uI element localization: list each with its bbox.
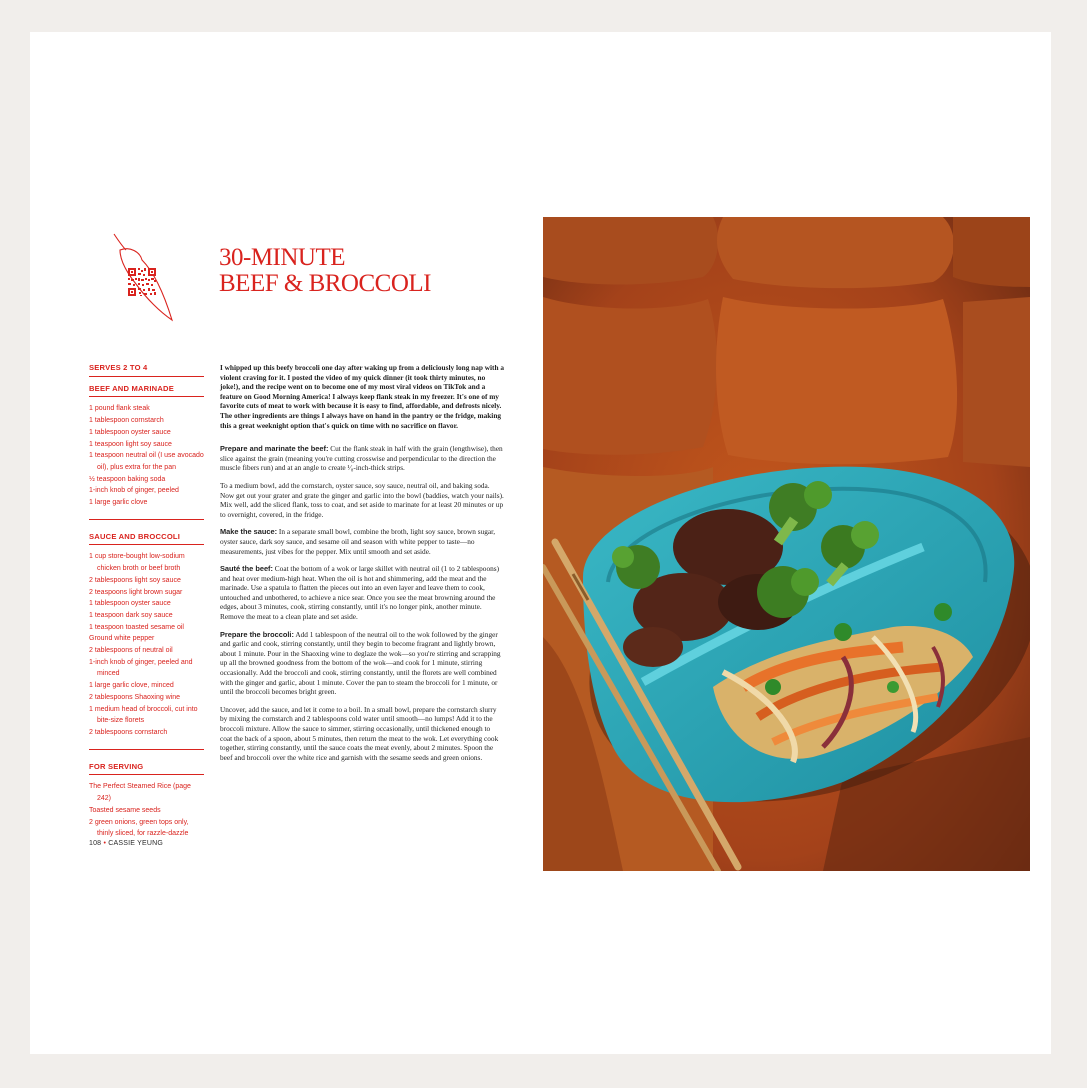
section-heading-for-serving: FOR SERVING <box>89 749 204 776</box>
ingredient-item: 1 teaspoon neutral oil (I use avocado oil), plus extra for the pan <box>89 452 204 471</box>
ingredient-item: 1 tablespoon oyster sauce <box>89 600 171 608</box>
step-text: Coat the bottom of a wok or large skillet with neutral oil (1 to 2 tablespoons) and heat over medium-high heat. When the oil is hot and shimmering, add the meat and the marinade. Use a spatula to flatten the pieces out into an even layer and leave them to cook, untouched and unbothered, to achieve a nice sear. Once you see the meat browning around the edges, about 3 minutes, cook, stirring constantly, until it's no longer pink, another minute. Remove the meat to a clean plate and set aside. <box>220 564 500 622</box>
ingredient-list-for-serving <box>89 781 204 840</box>
ingredient-item: 1 tablespoon cornstarch <box>89 417 164 425</box>
ingredient-item: 1 pound flank steak <box>89 405 150 413</box>
page-number: 108 <box>89 840 102 847</box>
serves-heading: SERVES 2 TO 4 <box>89 362 204 377</box>
section-heading-beef-marinade: BEEF AND MARINADE <box>89 383 204 398</box>
recipe-body <box>220 363 504 770</box>
step-text: Uncover, add the sauce, and let it come to a boil. In a small bowl, prepare the cornstarch slurry by mixing the cornstarch and 2 tablespoons cold water until smooth—no lumps! Add it to the broccoli mixture. Allow the sauce to simmer, stirring occasionally, until thickened enough to coat the back of a spoon, about 5 minutes, then return the meat to the wok. Let everything cook together, stirring constantly, until the sauce coats the meat evenly, about 2 minutes. Spoon the beef and broccoli over the white rice and garnish with the sesame seeds and green onions. <box>220 704 499 762</box>
chili-qr-logo[interactable] <box>106 232 176 324</box>
food-photo <box>543 217 1030 871</box>
recipe-title <box>219 245 431 297</box>
ingredient-item: 1 teaspoon toasted sesame oil <box>89 623 184 631</box>
ingredient-item: 2 green onions, green tops only, thinly sliced, for razzle-dazzle <box>89 818 189 838</box>
step-paragraph <box>220 630 504 697</box>
ingredient-item: 2 tablespoons of neutral oil <box>89 647 173 655</box>
ingredient-item: 1 large garlic clove <box>89 499 148 507</box>
ingredient-item: 1 cup store-bought low-sodium chicken broth or beef broth <box>89 553 185 573</box>
title-line-1: 30-MINUTE <box>219 244 346 271</box>
step-paragraph <box>220 527 504 556</box>
step-text: Add 1 tablespoon of the neutral oil to the wok followed by the ginger and garlic and cook, stirring constantly, until they begin to become fragrant and lightly brown, about 1 minute. Pour in the Shaoxing wine to deglaze the wok—so you're stirring and scrapping up all the browned goodness from the bottom of the wok—and cook for 1 minute, stirring occasionally. Add the broccoli and cook, stirring constantly, until the florets are well combined with the ginger and garlic, about 1 minute. Cover the pan to steam the broccoli for 1 minute, or until the broccoli becomes bright green. <box>220 629 501 697</box>
section-heading-sauce-broccoli: SAUCE AND BROCCOLI <box>89 519 204 546</box>
ingredient-item: 1-inch knob of ginger, peeled and minced <box>89 658 193 678</box>
step-lead: Prepare and marinate the beef: <box>220 444 329 454</box>
cookbook-spread <box>30 32 1051 1054</box>
ingredient-item: 1 tablespoon oyster sauce <box>89 428 171 436</box>
intro-paragraph: I whipped up this beefy broccoli one day after waking up from a deliciously long nap with a violent craving for it. I posted the video of my quick dinner (it took thirty minutes, no joke!), and the recipe went on to become one of my most viral videos on TikTok and a feature on Good Morning America! I always keep flank steak in my freezer. It's one of my favorite cuts of meat to work with because it is easy to find, affordable, and defrosts nicely. The other ingredients are things I always have on hand in the pantry or the fridge, making this a great weeknight option that's quick on time with no sacrifice on flavor. <box>220 363 505 430</box>
ingredient-item: 1-inch knob of ginger, peeled <box>89 487 179 495</box>
title-line-2: BEEF & BROCCOLI <box>219 270 431 297</box>
ingredient-item: Ground white pepper <box>89 635 155 643</box>
ingredient-item: 2 teaspoons light brown sugar <box>89 588 183 596</box>
ingredient-list-sauce-broccoli <box>89 551 204 738</box>
ingredient-item: Toasted sesame seeds <box>89 806 161 814</box>
step-text: To a medium bowl, add the cornstarch, oyster sauce, soy sauce, neutral oil, and baking soda. Now get out your grater and grate the ginger and garlic into the bowl (baddies, watch your nails). Mix well, add the sliced flank, toss to coat, and set aside to marinate for at least 20 minutes or up to overnight, covered, in the fridge. <box>220 480 504 519</box>
ingredient-list-beef-marinade <box>89 403 204 508</box>
footer-separator: • <box>103 840 107 847</box>
step-lead: Prepare the broccoli: <box>220 629 294 639</box>
step-text: In a separate small bowl, combine the broth, light soy sauce, brown sugar, oyster sauce, dark soy sauce, and sesame oil and season with white pepper to taste—no measurements, just vibes for the pepper. Mix until smooth and set aside. <box>220 527 496 556</box>
ingredient-item: 2 tablespoons Shaoxing wine <box>89 693 181 701</box>
step-paragraph <box>220 705 504 763</box>
ingredients-column <box>89 362 204 840</box>
step-lead: Sauté the beef: <box>220 564 273 574</box>
step-lead: Make the sauce: <box>220 527 278 537</box>
ingredient-item: 2 tablespoons cornstarch <box>89 728 168 736</box>
step-paragraph <box>220 444 504 473</box>
ingredient-item: 1 large garlic clove, minced <box>89 682 174 690</box>
ingredient-item: The Perfect Steamed Rice (page 242) <box>89 783 191 803</box>
ingredient-item: ½ teaspoon baking soda <box>89 475 166 483</box>
step-paragraph <box>220 564 504 622</box>
ingredient-item: 1 teaspoon dark soy sauce <box>89 611 173 619</box>
step-text: Cut the flank steak in half with the grain (lengthwise), then slice against the grain (meaning you're cutting crosswise and perpendicular to the direction the muscle fibers run) and at an angle to create ¹⁄₈-inch-thick strips. <box>220 444 503 473</box>
step-paragraph <box>220 481 504 519</box>
ingredient-item: 1 medium head of broccoli, cut into bite-size florets <box>89 705 198 725</box>
author-name: CASSIE YEUNG <box>108 840 164 847</box>
ingredient-item: 2 tablespoons light soy sauce <box>89 576 181 584</box>
page-footer <box>89 840 163 847</box>
ingredient-item: 1 teaspoon light soy sauce <box>89 440 172 448</box>
